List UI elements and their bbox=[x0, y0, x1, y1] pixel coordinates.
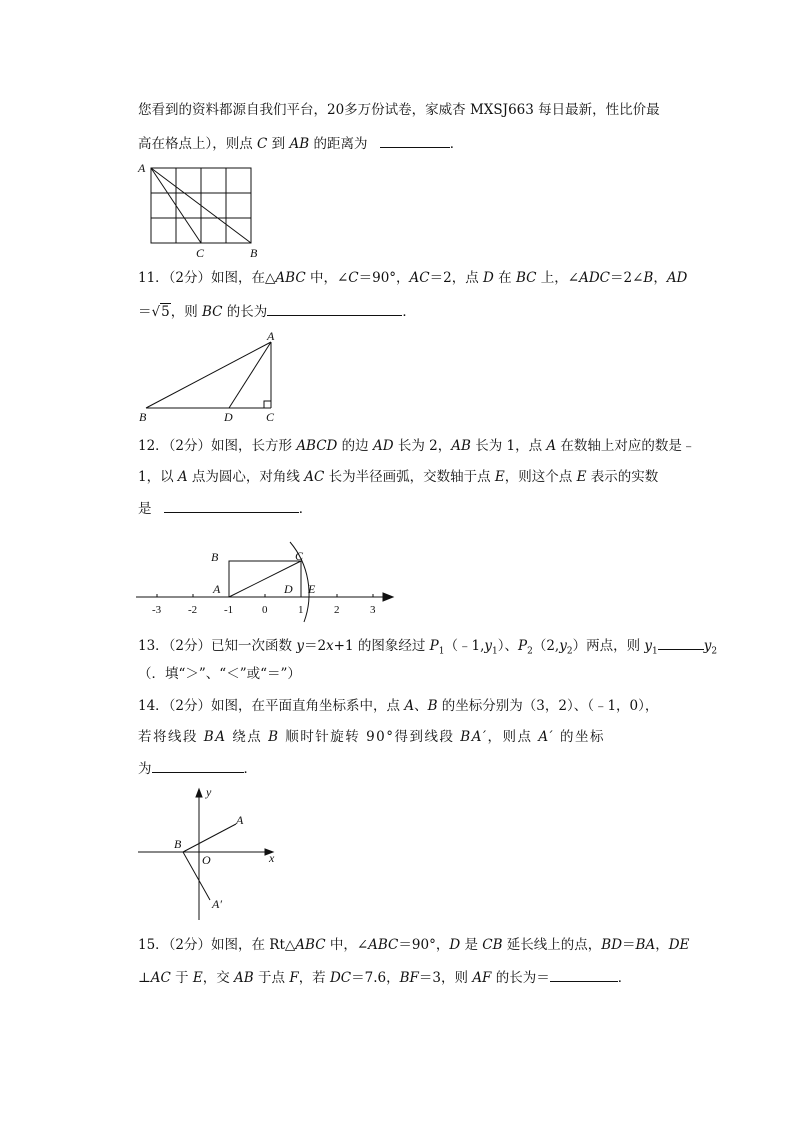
q14-text-line3 bbox=[138, 758, 257, 779]
tick-label: -2 bbox=[188, 604, 198, 616]
q15-var: BA bbox=[635, 937, 656, 953]
segment-ab bbox=[146, 342, 271, 408]
q14-var: B bbox=[427, 698, 438, 714]
q11-var: AC bbox=[409, 270, 430, 286]
q15-var: AB bbox=[234, 970, 254, 986]
label-a: A bbox=[267, 329, 275, 343]
sqrt-sign: √ bbox=[151, 304, 161, 320]
q12-text: 长为 2， bbox=[393, 438, 452, 454]
label-a: A bbox=[213, 582, 221, 596]
q15-text: 的长为＝ bbox=[491, 970, 550, 986]
q12-text: ． bbox=[298, 501, 313, 517]
q15-text: 是 bbox=[460, 937, 483, 953]
q14-text: ． bbox=[243, 761, 257, 777]
q13-sub: 1 bbox=[492, 646, 498, 657]
q14-text: 若将线段 bbox=[138, 729, 204, 745]
q15-var: D bbox=[449, 937, 461, 953]
q13-text: （﹣1, bbox=[444, 638, 485, 654]
q14-text: 、 bbox=[414, 698, 428, 714]
q12-var: AB bbox=[451, 438, 471, 454]
q14-text: 的坐标分别为（3，2）、（﹣1，0）， bbox=[437, 698, 659, 714]
q15-text-line2 bbox=[138, 967, 631, 988]
q15-text: 延长线上的点， bbox=[502, 937, 602, 953]
q11-var: B bbox=[643, 270, 654, 286]
q12-text: 的边 bbox=[337, 438, 373, 454]
q15-var: AC bbox=[150, 970, 171, 986]
q10-text: 到 bbox=[267, 136, 290, 152]
q14-text: 为 bbox=[138, 761, 152, 777]
q12-var: E bbox=[494, 469, 505, 485]
q11-text: ＝ bbox=[138, 304, 152, 320]
segment-ba bbox=[183, 824, 236, 852]
q14-var: BA′ bbox=[460, 729, 488, 745]
label-c: C bbox=[196, 246, 205, 260]
q10-text-line2 bbox=[138, 133, 463, 154]
q11-sqrt5 bbox=[152, 302, 171, 322]
q12-answer-blank[interactable] bbox=[164, 498, 299, 513]
q13-text: ）、 bbox=[497, 638, 518, 654]
q15-text: ． bbox=[617, 970, 632, 986]
q12-numberline-figure bbox=[136, 540, 401, 624]
q12-text: 长为 1，点 bbox=[470, 438, 547, 454]
q11-var: C bbox=[348, 270, 359, 286]
q15-var: ABC bbox=[368, 937, 399, 953]
q11-text: 在 bbox=[493, 270, 516, 286]
q13-text: ）两点，则 bbox=[572, 638, 645, 654]
q12-text: 点为圆心，对角线 bbox=[187, 469, 305, 485]
q15-text: ＝7.6， bbox=[351, 970, 400, 986]
q13-var: y bbox=[484, 638, 493, 654]
q13-var: P bbox=[429, 638, 439, 654]
q14-var: B bbox=[268, 729, 280, 745]
q14-text-line1 bbox=[138, 696, 658, 716]
q13-answer-blank[interactable] bbox=[658, 635, 704, 650]
q11-text: ＝90°， bbox=[358, 270, 410, 286]
label-c: C bbox=[266, 410, 275, 424]
label-b: B bbox=[174, 837, 182, 851]
q12-text: 在数轴上对应的数是﹣ bbox=[556, 438, 696, 454]
q12-text-line2 bbox=[138, 467, 658, 487]
tick-label: -1 bbox=[224, 604, 234, 616]
q15-var: DC bbox=[329, 970, 352, 986]
q15-text: ＝3，则 bbox=[418, 970, 473, 986]
tick-label: -3 bbox=[152, 604, 162, 616]
label-a: A bbox=[236, 813, 244, 827]
q11-text-line1 bbox=[138, 268, 687, 288]
q11-text: 的长为 bbox=[222, 304, 268, 320]
label-d: D bbox=[224, 410, 233, 424]
q11-text: 上，∠ bbox=[536, 270, 580, 286]
q15-var: E bbox=[192, 970, 203, 986]
q12-text-line3 bbox=[138, 498, 312, 519]
q15-text: 15．（2分）如图，在 Rt△ bbox=[138, 937, 296, 953]
q14-text: 的坐标 bbox=[554, 729, 605, 745]
q12-text: ，则这个点 bbox=[504, 469, 577, 485]
q15-var: DE bbox=[668, 937, 690, 953]
q11-var: D bbox=[483, 270, 494, 286]
q12-var: AD bbox=[372, 438, 394, 454]
label-x: x bbox=[269, 851, 275, 865]
label-c: C bbox=[295, 549, 304, 563]
q11-triangle-figure bbox=[136, 330, 286, 429]
q14-text-line2 bbox=[138, 727, 605, 747]
q13-sub: 2 bbox=[527, 646, 533, 657]
q13-var: y bbox=[296, 638, 304, 654]
q13-var: y bbox=[559, 638, 567, 654]
q12-text: 1，以 bbox=[138, 469, 178, 485]
q10-var-c: C bbox=[257, 136, 268, 152]
q12-var: AC bbox=[304, 469, 325, 485]
q10-text: 的距离为 bbox=[309, 136, 368, 152]
q13-sub: 2 bbox=[711, 646, 718, 657]
q15-var: AF bbox=[472, 970, 492, 986]
segment-ad bbox=[229, 342, 271, 408]
q14-answer-blank[interactable] bbox=[152, 758, 244, 773]
q13-text-line1 bbox=[138, 635, 717, 662]
q13-var: y bbox=[703, 638, 712, 654]
q11-text: 11．（2分）如图，在△ bbox=[138, 270, 276, 286]
sqrt-radicand: 5 bbox=[161, 304, 170, 320]
q13-sub: 1 bbox=[438, 646, 445, 657]
q13-text-line2: （．填“＞”、“＜”或“＝”） bbox=[138, 666, 301, 682]
q10-var-ab: AB bbox=[289, 136, 310, 152]
q14-var: A bbox=[404, 698, 415, 714]
q13-text: ＝2 bbox=[303, 638, 327, 654]
q10-text: 高在格点上），则点 bbox=[138, 136, 258, 152]
q14-var: A′ bbox=[538, 729, 555, 745]
q15-text: ＝90°， bbox=[398, 937, 450, 953]
q11-text: ，则 bbox=[170, 304, 202, 320]
label-b: B bbox=[211, 550, 219, 564]
q11-triangle-svg bbox=[136, 330, 286, 425]
label-b: B bbox=[250, 246, 258, 260]
q14-var: BA bbox=[203, 729, 227, 745]
q15-text: ， bbox=[655, 937, 669, 953]
q13-var: y bbox=[644, 638, 653, 654]
q13-var: P bbox=[518, 638, 528, 654]
tick-label: 2 bbox=[334, 604, 340, 616]
tick-label: 3 bbox=[370, 604, 376, 616]
q14-text: 绕点 bbox=[226, 729, 269, 745]
q10-answer-blank[interactable] bbox=[380, 133, 450, 148]
q15-var: ABC bbox=[295, 937, 326, 953]
label-e: E bbox=[308, 582, 316, 596]
q12-var: ABCD bbox=[296, 438, 338, 454]
q12-text-line1 bbox=[138, 436, 695, 456]
y-axis-arrow bbox=[196, 789, 202, 797]
q15-var: CB bbox=[482, 937, 503, 953]
q11-text: ＝2∠ bbox=[609, 270, 644, 286]
q13-sub: 1 bbox=[652, 646, 658, 657]
q11-text: ＝2，点 bbox=[429, 270, 484, 286]
label-a: A bbox=[138, 161, 146, 175]
label-d: D bbox=[284, 582, 293, 596]
q15-answer-blank[interactable] bbox=[550, 967, 618, 982]
q11-text: ． bbox=[402, 304, 416, 320]
q15-text: 于 bbox=[170, 970, 193, 986]
q10-text-line1: 您看到的资料都源自我们平台，20多万份试卷，家威杏 MXSJ663 每日最新，性比价最 bbox=[138, 102, 660, 118]
q15-var: BF bbox=[399, 970, 419, 986]
q15-text: 中，∠ bbox=[325, 937, 369, 953]
q15-var: F bbox=[289, 970, 299, 986]
label-b: B bbox=[139, 410, 147, 424]
tick-label: 0 bbox=[262, 604, 268, 616]
q13-text: （2, bbox=[532, 638, 560, 654]
q14-coordinate-figure bbox=[136, 782, 286, 931]
q11-var: BC bbox=[202, 304, 223, 320]
q13-var: x bbox=[326, 638, 334, 654]
q15-text: 于点 bbox=[253, 970, 290, 986]
label-o: O bbox=[202, 853, 211, 867]
q10-text: ． bbox=[449, 136, 464, 152]
q15-text: ，交 bbox=[202, 970, 235, 986]
q14-text: ，则点 bbox=[487, 729, 539, 745]
q14-text: 顺时针旋转 90°得到线段 bbox=[279, 729, 461, 745]
q14-coordinate-svg bbox=[136, 782, 286, 927]
q12-numberline-svg bbox=[136, 540, 401, 620]
q14-text: 14．（2分）如图，在平面直角坐标系中，点 bbox=[138, 698, 405, 714]
q11-answer-blank[interactable] bbox=[267, 301, 402, 316]
q12-var: A bbox=[546, 438, 557, 454]
q10-grid-figure bbox=[136, 160, 266, 264]
q12-text: 是 bbox=[138, 501, 152, 517]
tick-label: 1 bbox=[298, 604, 304, 616]
q11-text: 中，∠ bbox=[305, 270, 349, 286]
label-a-prime: A′ bbox=[212, 897, 222, 911]
label-y: y bbox=[206, 785, 212, 799]
q11-var: ABC bbox=[275, 270, 306, 286]
q12-text: 表示的实数 bbox=[586, 469, 659, 485]
q12-var: E bbox=[576, 469, 587, 485]
q10-grid-svg bbox=[136, 160, 266, 260]
q11-var: AD bbox=[666, 270, 688, 286]
q15-text: ，若 bbox=[298, 970, 330, 986]
q15-text-line1 bbox=[138, 935, 689, 955]
q13-text: +1 的图象经过 bbox=[333, 638, 430, 654]
q15-text: ＝ bbox=[622, 937, 636, 953]
q12-var: A bbox=[177, 469, 188, 485]
axis-arrow bbox=[383, 593, 393, 601]
q12-text: 12．（2分）如图，长方形 bbox=[138, 438, 297, 454]
q13-sub: 2 bbox=[566, 646, 573, 657]
q13-text: 13．（2分）已知一次函数 bbox=[138, 638, 297, 654]
q12-text: 长为半径画弧，交数轴于点 bbox=[324, 469, 495, 485]
q15-text: ⊥ bbox=[138, 970, 151, 986]
right-angle-mark bbox=[264, 401, 271, 408]
q11-var: ADC bbox=[579, 270, 610, 286]
q15-var: BD bbox=[601, 937, 623, 953]
q11-var: BC bbox=[515, 270, 537, 286]
q11-text-line2 bbox=[138, 301, 416, 322]
q11-text: ， bbox=[653, 270, 667, 286]
